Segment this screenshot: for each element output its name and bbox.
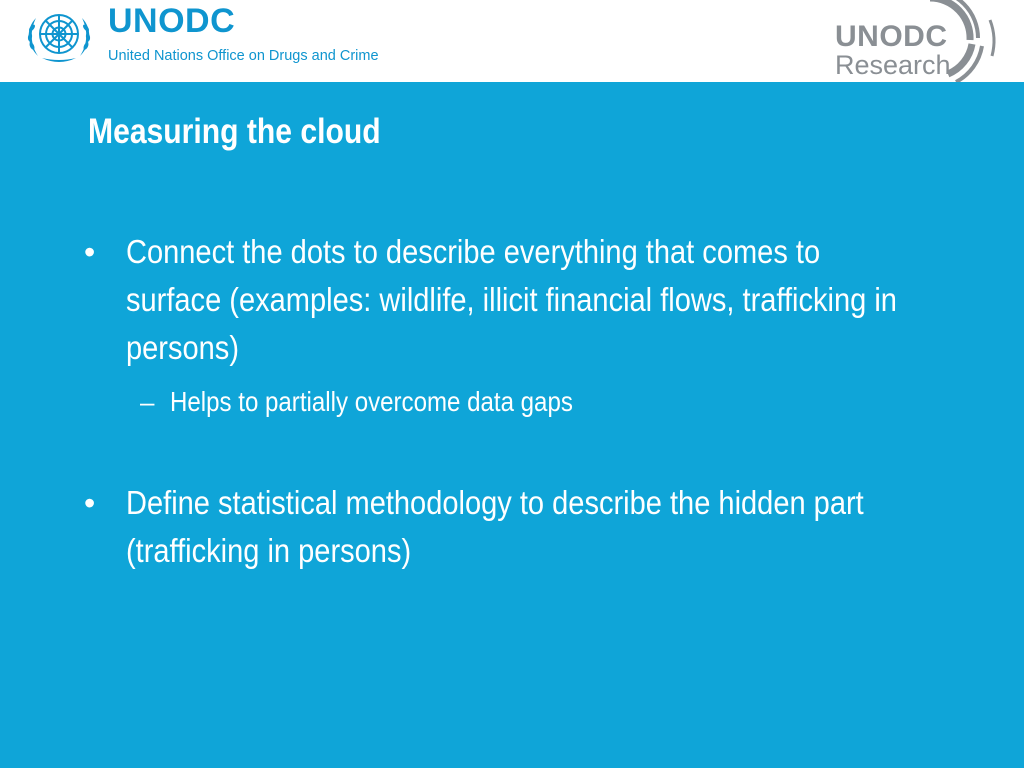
bullet-text: Connect the dots to describe everything that comes to surface (examples: wildlife, illicit financial flows, trafficking in persons) <box>126 233 897 366</box>
unodc-logo <box>22 4 402 70</box>
slide-title: Measuring the cloud <box>88 112 381 151</box>
header-band <box>0 0 1024 82</box>
sub-bullet-text: Helps to partially overcome data gaps <box>170 386 573 417</box>
un-emblem-icon <box>22 4 96 68</box>
bullet-text: Define statistical methodology to describe the hidden part (trafficking in persons) <box>126 484 864 569</box>
logo-subtitle: United Nations Office on Drugs and Crime <box>108 48 379 64</box>
sub-bullet-marker: – <box>140 387 155 417</box>
research-logo <box>830 0 1005 82</box>
research-logo-top: UNODC <box>835 20 948 53</box>
logo-wordmark: UNODC <box>108 2 236 40</box>
research-logo-bottom: Research <box>835 50 951 80</box>
slide-content <box>0 82 1024 768</box>
bullet-marker: • <box>84 234 96 270</box>
bullet-marker: • <box>84 485 96 521</box>
